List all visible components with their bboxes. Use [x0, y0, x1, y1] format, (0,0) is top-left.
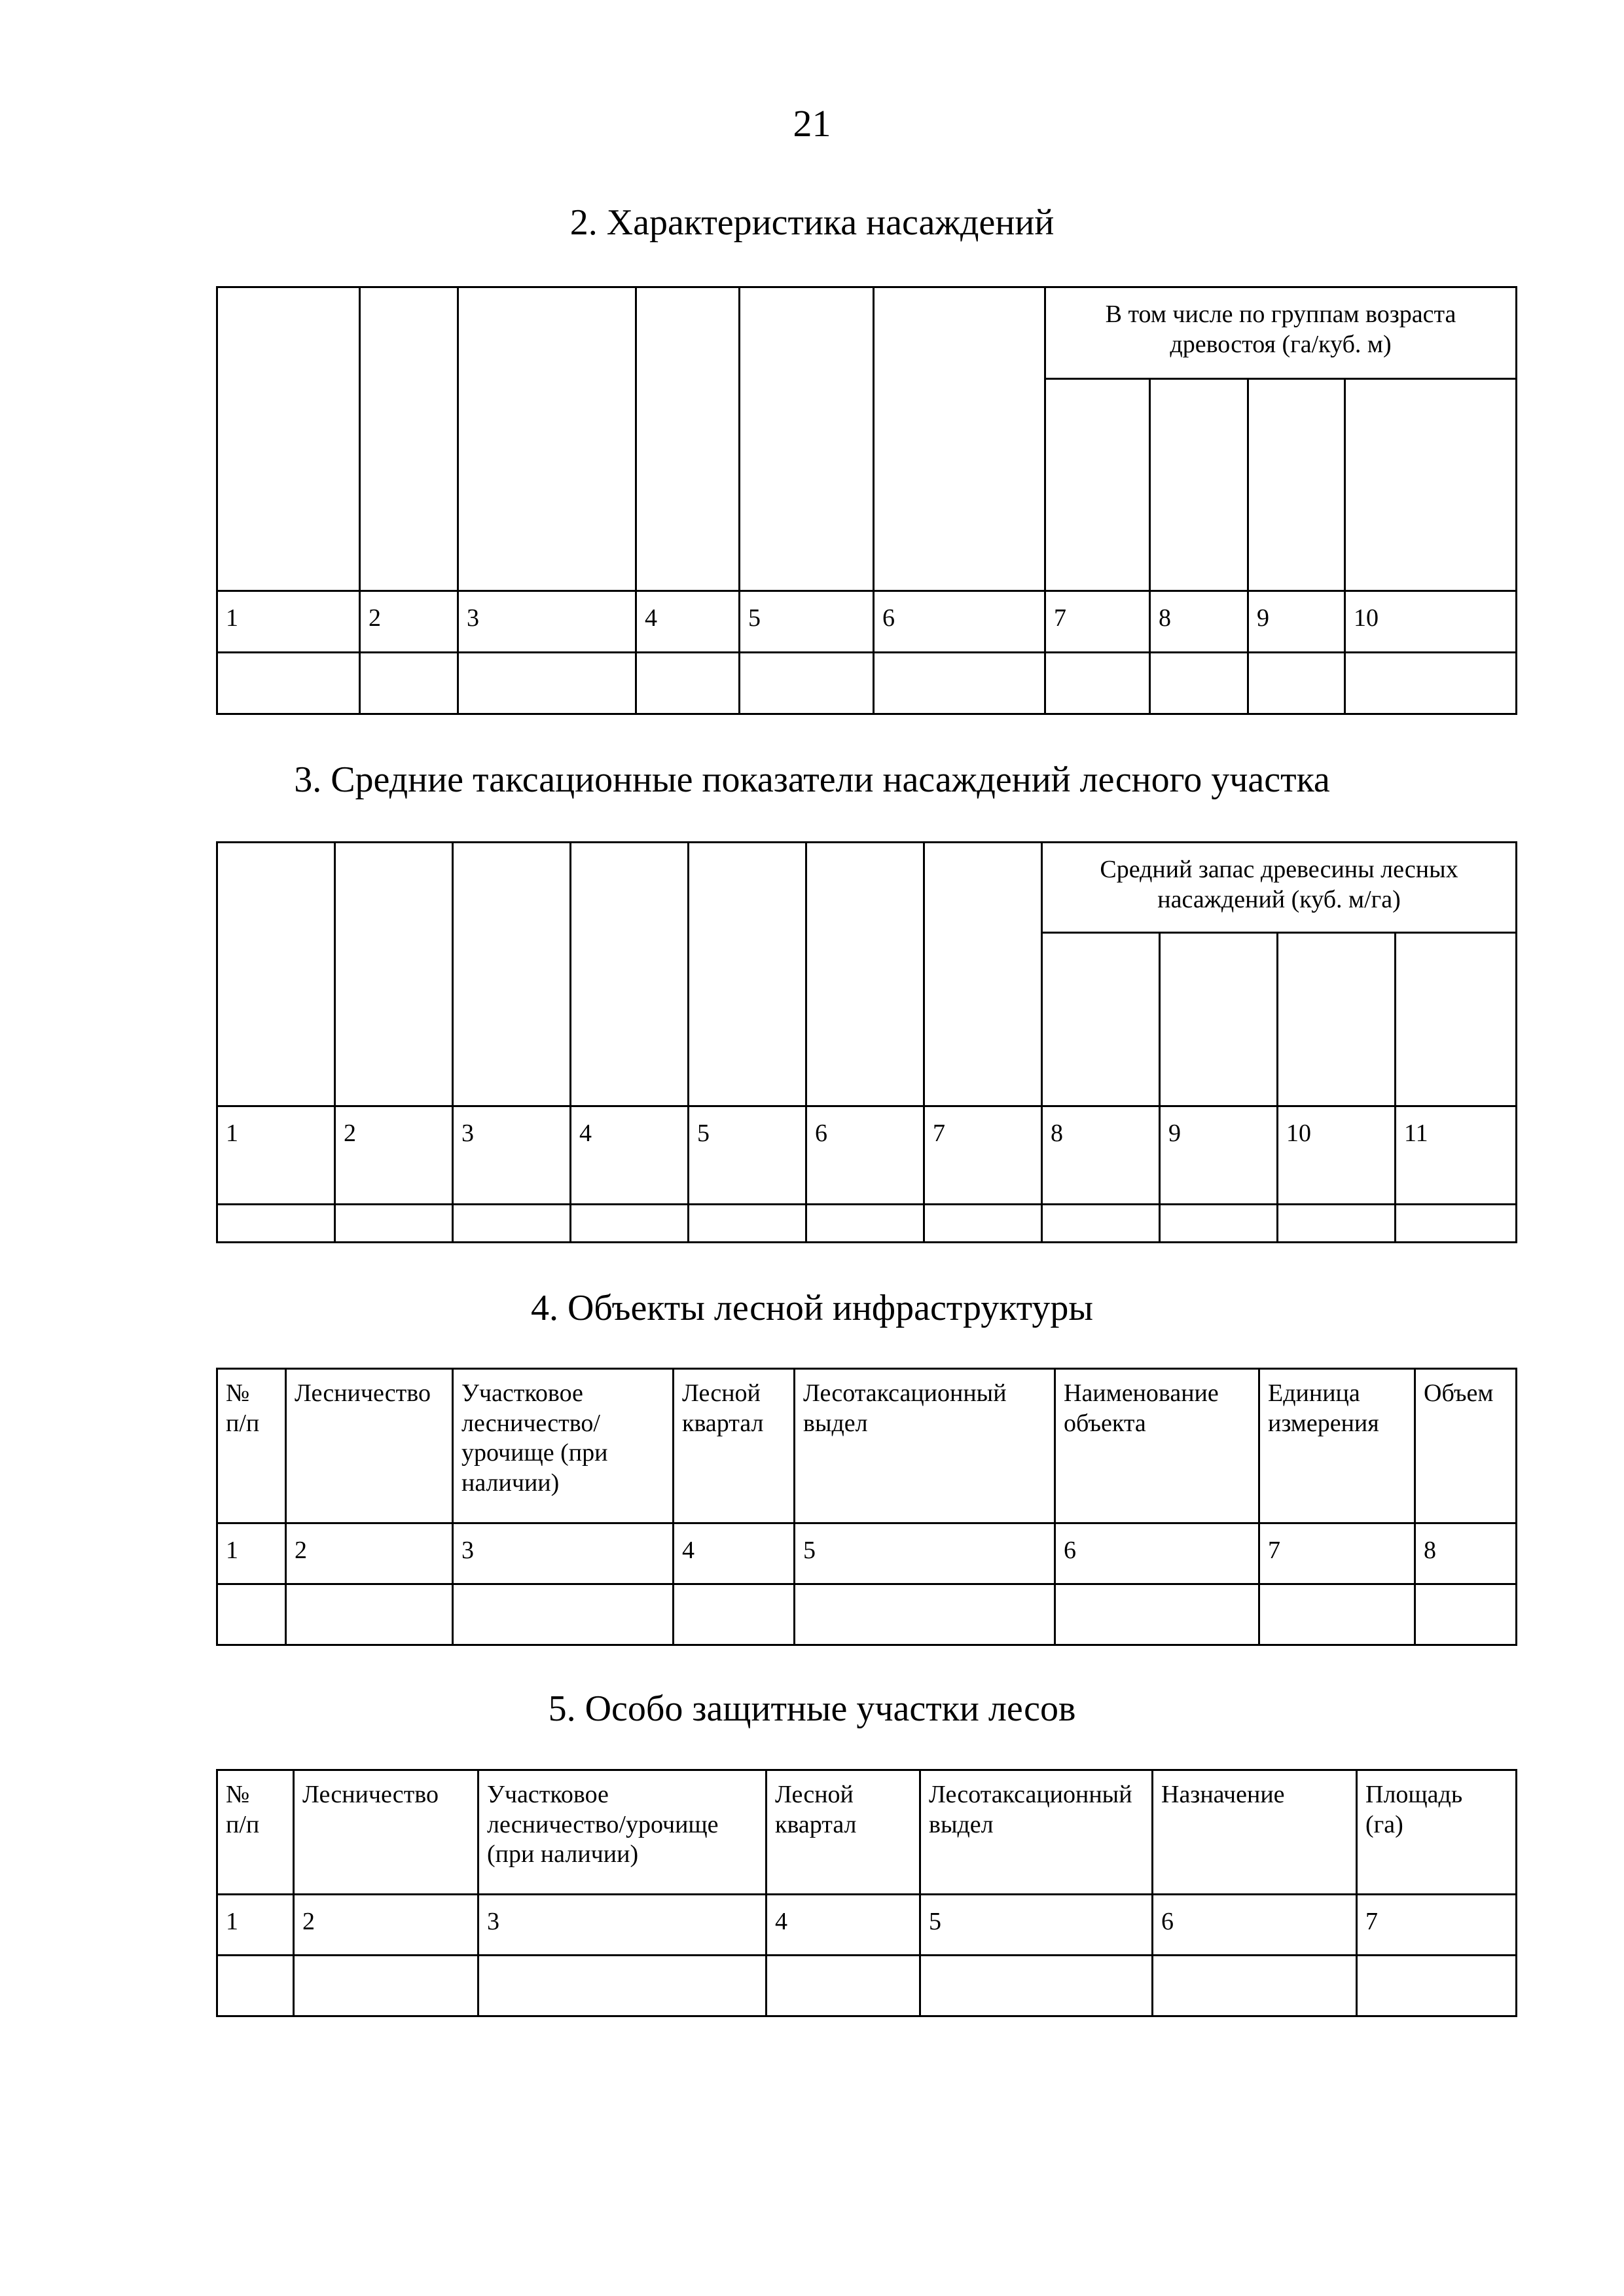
header-row-number: № п/п — [217, 1770, 294, 1895]
column-number: 2 — [360, 591, 458, 653]
column-number: 9 — [1248, 591, 1345, 653]
header-young — [1042, 933, 1160, 1106]
empty-cell — [767, 1956, 920, 2016]
column-number: 10 — [1345, 591, 1517, 653]
column-number: 7 — [1259, 1523, 1415, 1584]
empty-cell — [920, 1956, 1153, 2016]
header-age-groups: В том числе по группам возраста древостоя (га/куб. м) — [1045, 287, 1517, 379]
column-number: 1 — [217, 1106, 335, 1205]
column-number: 3 — [453, 1106, 571, 1205]
header-forestry — [360, 287, 458, 591]
column-number: 3 — [478, 1895, 767, 1956]
column-number: 2 — [286, 1523, 453, 1584]
section-5-title: 5. Особо защитные участки лесов — [548, 1688, 1076, 1729]
header-area: Площадь (га) — [1357, 1770, 1517, 1895]
empty-cell — [1055, 1584, 1259, 1645]
column-number: 9 — [1160, 1106, 1278, 1205]
table-row — [217, 1956, 1517, 2016]
column-number: 11 — [1396, 1106, 1517, 1205]
empty-cell — [1160, 1205, 1278, 1243]
header-district-forestry: Участковое лесничество/урочище (при наличии) — [478, 1770, 767, 1895]
header-age — [689, 843, 806, 1106]
column-number: 5 — [920, 1895, 1153, 1956]
page-number: 21 — [793, 102, 831, 145]
empty-cell — [335, 1205, 453, 1243]
empty-cell — [478, 1956, 767, 2016]
column-number: 6 — [1055, 1523, 1259, 1584]
column-number: 8 — [1042, 1106, 1160, 1205]
column-number: 6 — [874, 591, 1045, 653]
header-district-forestry: Участковое лесничество/ урочище (при наличии) — [453, 1369, 674, 1523]
column-number: 10 — [1278, 1106, 1396, 1205]
empty-cell — [1259, 1584, 1415, 1645]
table-row — [217, 653, 1517, 714]
empty-cell — [924, 1205, 1042, 1243]
column-number-row — [217, 1895, 1517, 1956]
empty-cell — [1045, 653, 1150, 714]
empty-cell — [1278, 1205, 1396, 1243]
column-number: 1 — [217, 1895, 294, 1956]
section-4-title: 4. Объекты лесной инфраструктуры — [530, 1288, 1094, 1328]
empty-cell — [740, 653, 874, 714]
empty-cell — [795, 1584, 1055, 1645]
header-target-purpose — [217, 843, 335, 1106]
header-site-class — [806, 843, 924, 1106]
empty-cell — [217, 1956, 294, 2016]
column-number-row — [217, 1106, 1517, 1205]
column-number: 2 — [294, 1895, 478, 1956]
empty-cell — [294, 1956, 478, 2016]
header-middle-aged — [1160, 933, 1278, 1106]
header-mature-overmature — [1345, 379, 1517, 591]
column-number: 1 — [217, 591, 360, 653]
empty-cell — [571, 1205, 689, 1243]
column-number: 7 — [1045, 591, 1150, 653]
column-number: 2 — [335, 1106, 453, 1205]
empty-cell — [636, 653, 740, 714]
column-number: 6 — [806, 1106, 924, 1205]
header-quarter-allotment — [335, 843, 453, 1106]
header-allotment: Лесотаксационный выдел — [795, 1369, 1055, 1523]
header-forest-quarter: Лесной квартал — [674, 1369, 795, 1523]
table-protective-areas — [216, 1769, 1517, 2017]
header-allotment: Лесотаксационный выдел — [920, 1770, 1153, 1895]
header-unit: Единица измерения — [1259, 1369, 1415, 1523]
table-row — [217, 1205, 1517, 1243]
column-number: 4 — [674, 1523, 795, 1584]
column-number-row — [217, 591, 1517, 653]
header-row-number: № п/п — [217, 1369, 286, 1523]
column-number: 4 — [767, 1895, 920, 1956]
header-forestry: Лесничество — [294, 1770, 478, 1895]
header-target-purpose — [217, 287, 360, 591]
empty-cell — [458, 653, 636, 714]
header-young — [1045, 379, 1150, 591]
empty-cell — [453, 1205, 571, 1243]
header-farm-species — [453, 843, 571, 1106]
column-number: 3 — [453, 1523, 674, 1584]
column-number: 5 — [689, 1106, 806, 1205]
header-district-forestry — [458, 287, 636, 591]
empty-cell — [360, 653, 458, 714]
empty-cell — [874, 653, 1045, 714]
section-2-title: 2. Характеристика насаждений — [569, 202, 1055, 243]
column-number: 1 — [217, 1523, 286, 1584]
header-average-stock: Средний запас древесины лесных насаждений (куб. м/га) — [1042, 843, 1517, 933]
empty-cell — [1150, 653, 1248, 714]
table-taxation-indicators — [216, 841, 1517, 1243]
header-volume: Объем — [1415, 1369, 1517, 1523]
header-object-name: Наименование объекта — [1055, 1369, 1259, 1523]
column-number: 8 — [1150, 591, 1248, 653]
column-number: 7 — [1357, 1895, 1517, 1956]
empty-cell — [1396, 1205, 1517, 1243]
section-3-title: 3. Средние таксационные показатели насаждений лесного участка — [294, 759, 1330, 800]
column-number: 5 — [795, 1523, 1055, 1584]
header-purpose: Назначение — [1153, 1770, 1357, 1895]
header-area-stock — [874, 287, 1045, 591]
empty-cell — [1357, 1956, 1517, 2016]
header-forest-quarter: Лесной квартал — [767, 1770, 920, 1895]
column-number: 3 — [458, 591, 636, 653]
empty-cell — [1248, 653, 1345, 714]
table-plantations — [216, 286, 1517, 715]
empty-cell — [674, 1584, 795, 1645]
empty-cell — [806, 1205, 924, 1243]
empty-cell — [1153, 1956, 1357, 2016]
empty-cell — [453, 1584, 674, 1645]
header-quarter-allotment — [636, 287, 740, 591]
header-farm-species — [740, 287, 874, 591]
table-row — [217, 1584, 1517, 1645]
empty-cell — [1345, 653, 1517, 714]
empty-cell — [217, 1584, 286, 1645]
header-composition — [571, 843, 689, 1106]
empty-cell — [286, 1584, 453, 1645]
header-maturing — [1278, 933, 1396, 1106]
column-number: 4 — [636, 591, 740, 653]
column-number: 6 — [1153, 1895, 1357, 1956]
table-forest-infrastructure — [216, 1368, 1517, 1646]
empty-cell — [1042, 1205, 1160, 1243]
empty-cell — [1415, 1584, 1517, 1645]
header-mature-overmature — [1396, 933, 1517, 1106]
column-number: 5 — [740, 591, 874, 653]
column-number: 7 — [924, 1106, 1042, 1205]
empty-cell — [689, 1205, 806, 1243]
header-density — [924, 843, 1042, 1106]
header-maturing — [1248, 379, 1345, 591]
header-middle-aged — [1150, 379, 1248, 591]
empty-cell — [217, 653, 360, 714]
empty-cell — [217, 1205, 335, 1243]
column-number: 8 — [1415, 1523, 1517, 1584]
column-number-row — [217, 1523, 1517, 1584]
header-forestry: Лесничество — [286, 1369, 453, 1523]
column-number: 4 — [571, 1106, 689, 1205]
